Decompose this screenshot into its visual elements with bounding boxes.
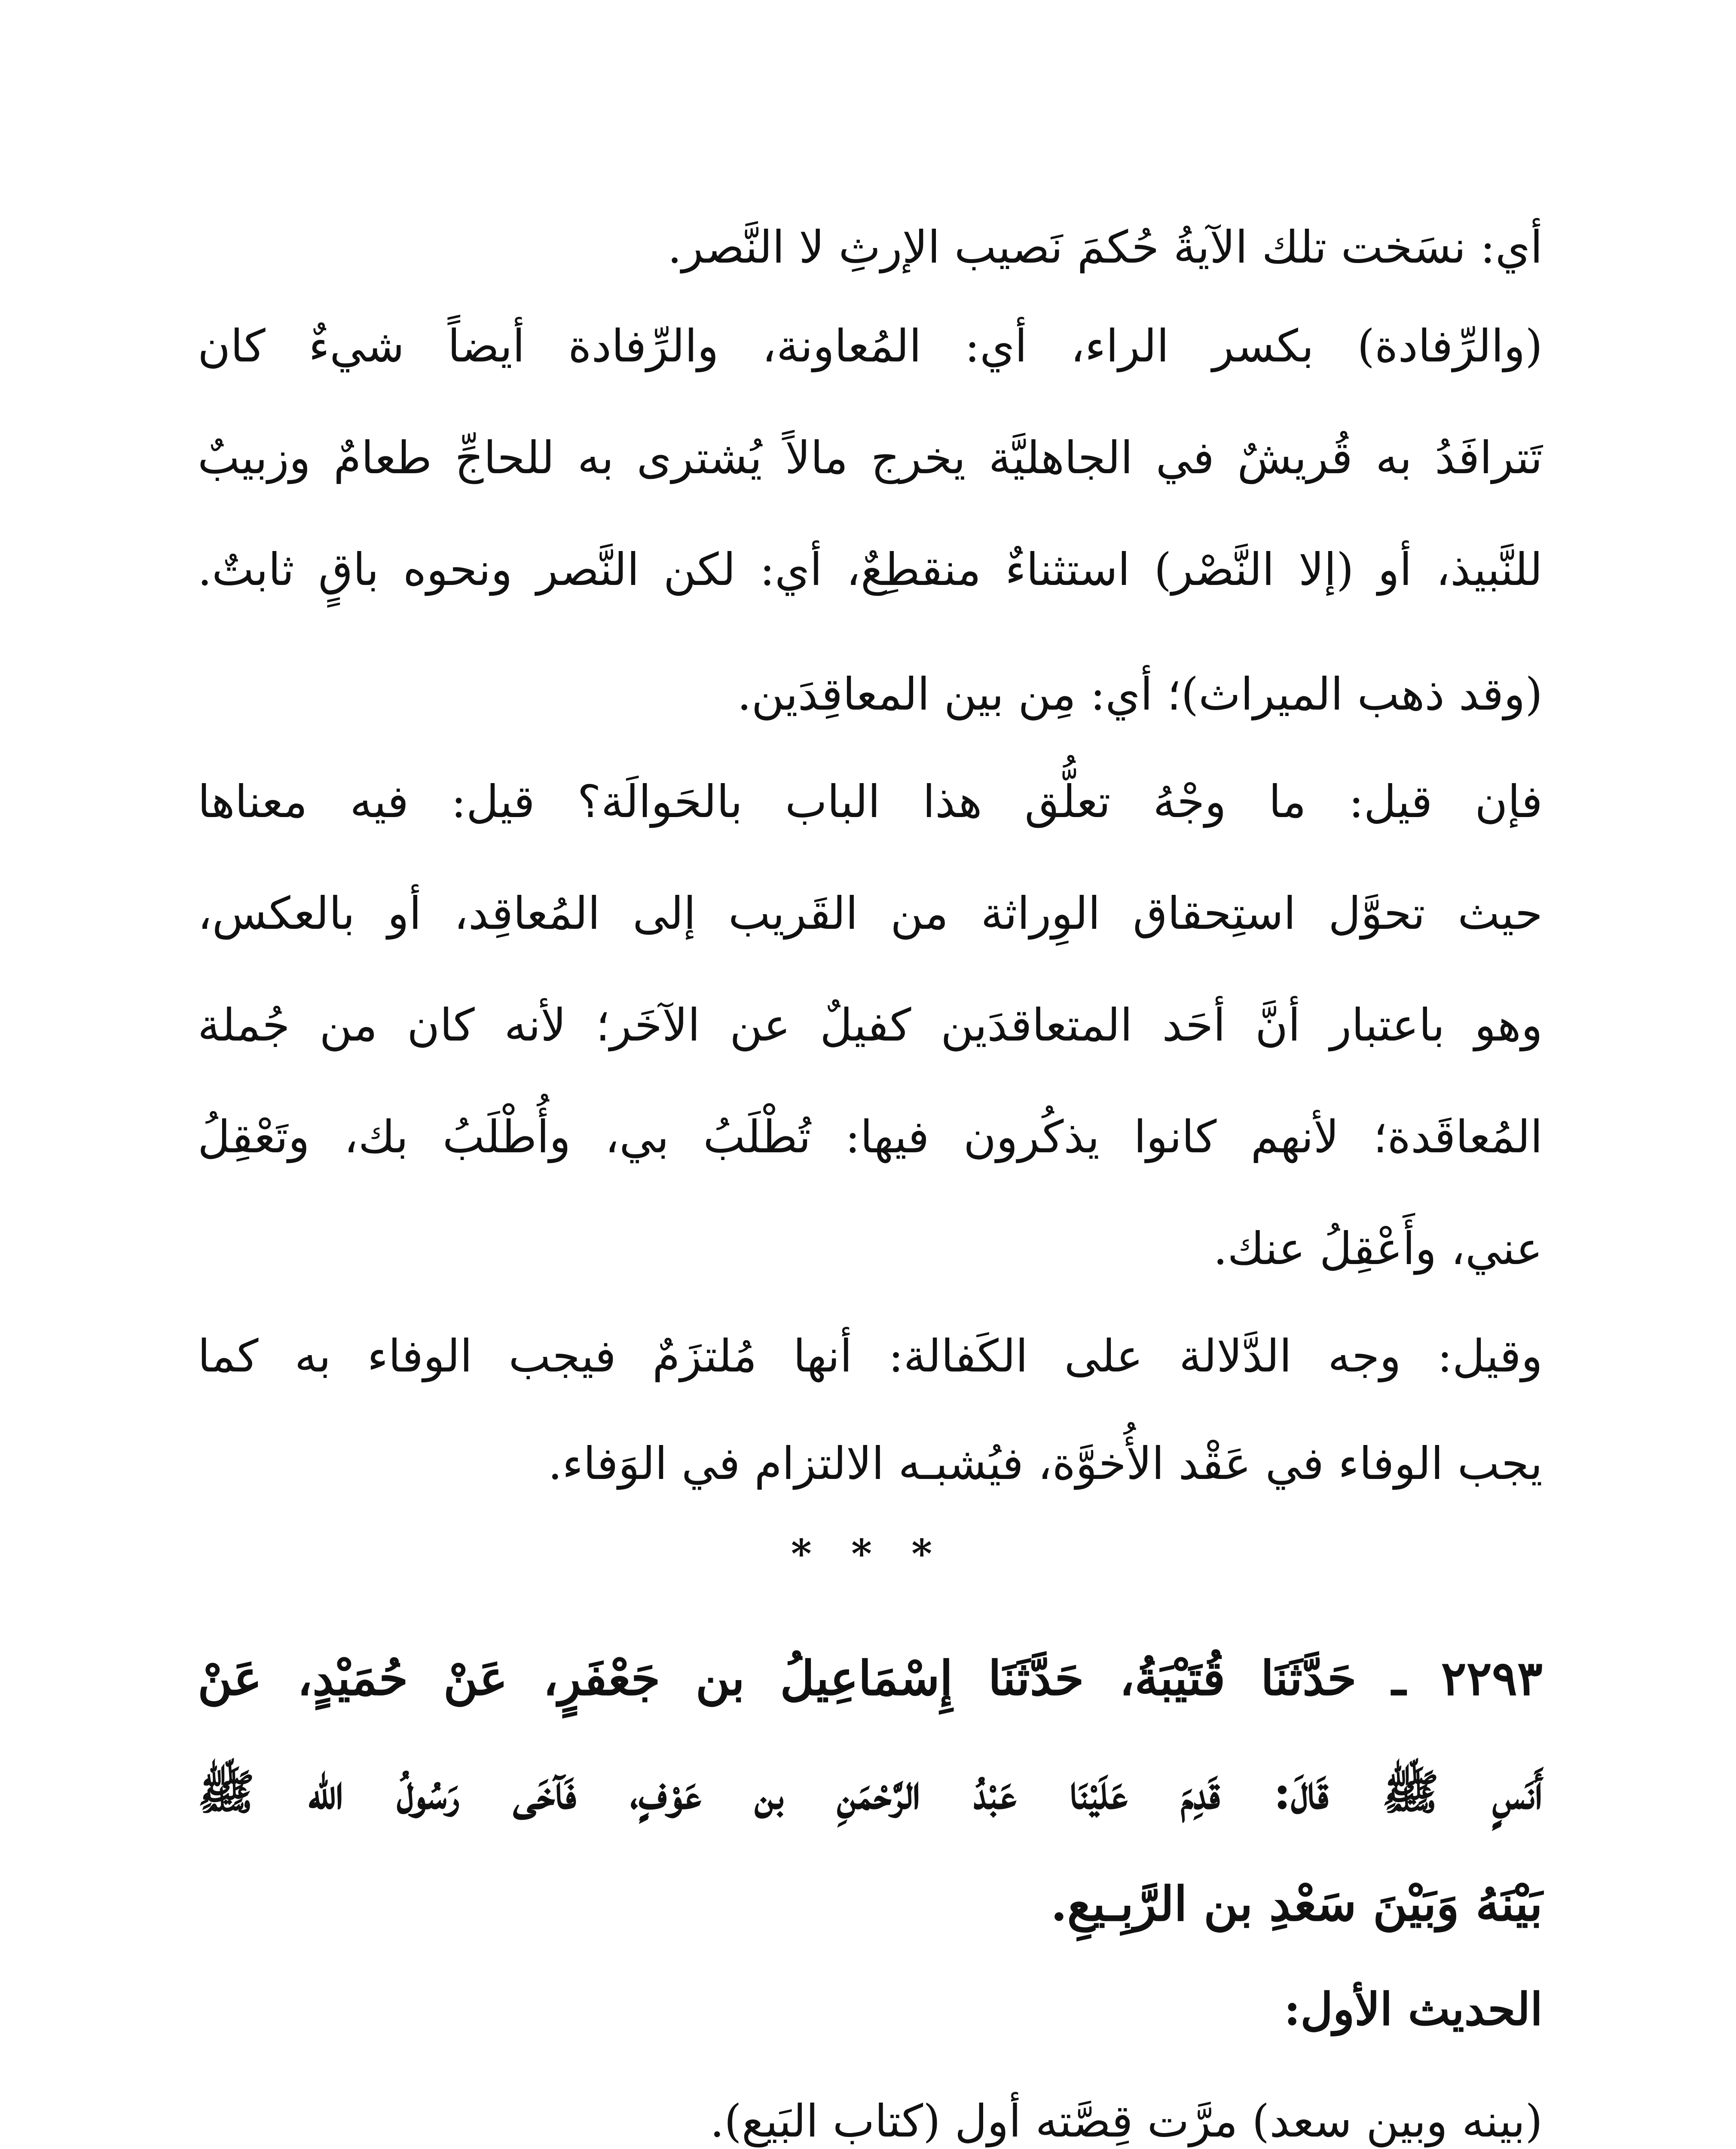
text-line-4: للنَّبيذ، أو (إلا النَّصْر) استثناءٌ منقطِعٌ، أي: لكن النَّصر ونحوه باقٍ ثابتٌ.: [198, 543, 1543, 596]
text-line-6: فإن قيل: ما وجْهُ تعلُّق هذا الباب بالحَوالَة؟ قيل: فيه معناها: [198, 775, 1543, 828]
text-line-10: عني، وأَعْقِلُ عنك.: [1213, 1222, 1543, 1275]
text-line-3: تَترافَدُ به قُريشٌ في الجاهليَّة يخرج مالاً يُشترى به للحاجِّ طعامٌ وزبيبٌ: [198, 432, 1543, 484]
text-line-5: (وقد ذهب الميراث)؛ أي: مِن بين المعاقِدَين.: [737, 668, 1543, 720]
text-line-7: حيث تحوَّل استِحقاق الوِراثة من القَريب إلى المُعاقِد، أو بالعكس،: [198, 887, 1543, 940]
hadith-line-1: ٢٢٩٣ ـ حَدَّثَنَا قُتَيْبَةُ، حَدَّثَنَا إِسْمَاعِيلُ بن جَعْفَرٍ، عَنْ حُمَيْدٍ، عَنْ: [198, 1650, 1543, 1706]
hadith-line-2: أَنَسٍ ﷺ قَالَ: قَدِمَ عَلَيْنَا عَبْدُ الرَّحْمَنِ بن عَوْفٍ، فَآخَى رَسُولُ الله ﷺ: [198, 1764, 1543, 1820]
text-line-11: وقيل: وجه الدَّلالة على الكَفالة: أنها مُلتزَمٌ فيجب الوفاء به كما: [198, 1330, 1543, 1382]
text-line-9: المُعاقَدة؛ لأنهم كانوا يذكُرون فيها: تُطْلَبُ بي، وأُطْلَبُ بك، وتَعْقِلُ: [198, 1111, 1543, 1163]
text-line-2: (والرِّفادة) بكسر الراء، أي: المُعاونة، والرِّفادة أيضاً شيءٌ كان: [198, 320, 1543, 372]
text-line-12: يجب الوفاء في عَقْد الأُخوَّة، فيُشبـه الالتزام في الوَفاء.: [548, 1437, 1543, 1490]
text-line-8: وهو باعتبار أنَّ أحَد المتعاقدَين كفيلٌ عن الآخَر؛ لأنه كان من جُملة: [198, 999, 1543, 1051]
section-heading: الحديث الأول:: [1284, 1983, 1543, 2036]
text-line-17: (بينه وبين سعد) مرَّت قِصَّته أول (كتاب البَيع).: [710, 2095, 1543, 2147]
hadith-line-3: بَيْنَهُ وَبَيْنَ سَعْدِ بن الرَّبِـيعِ.: [1051, 1876, 1543, 1932]
section-separator-1: * * *: [791, 1531, 945, 1577]
text-line-1: أي: نسَخت تلك الآيةُ حُكمَ نَصيب الإرثِ لا النَّصر.: [667, 221, 1543, 273]
